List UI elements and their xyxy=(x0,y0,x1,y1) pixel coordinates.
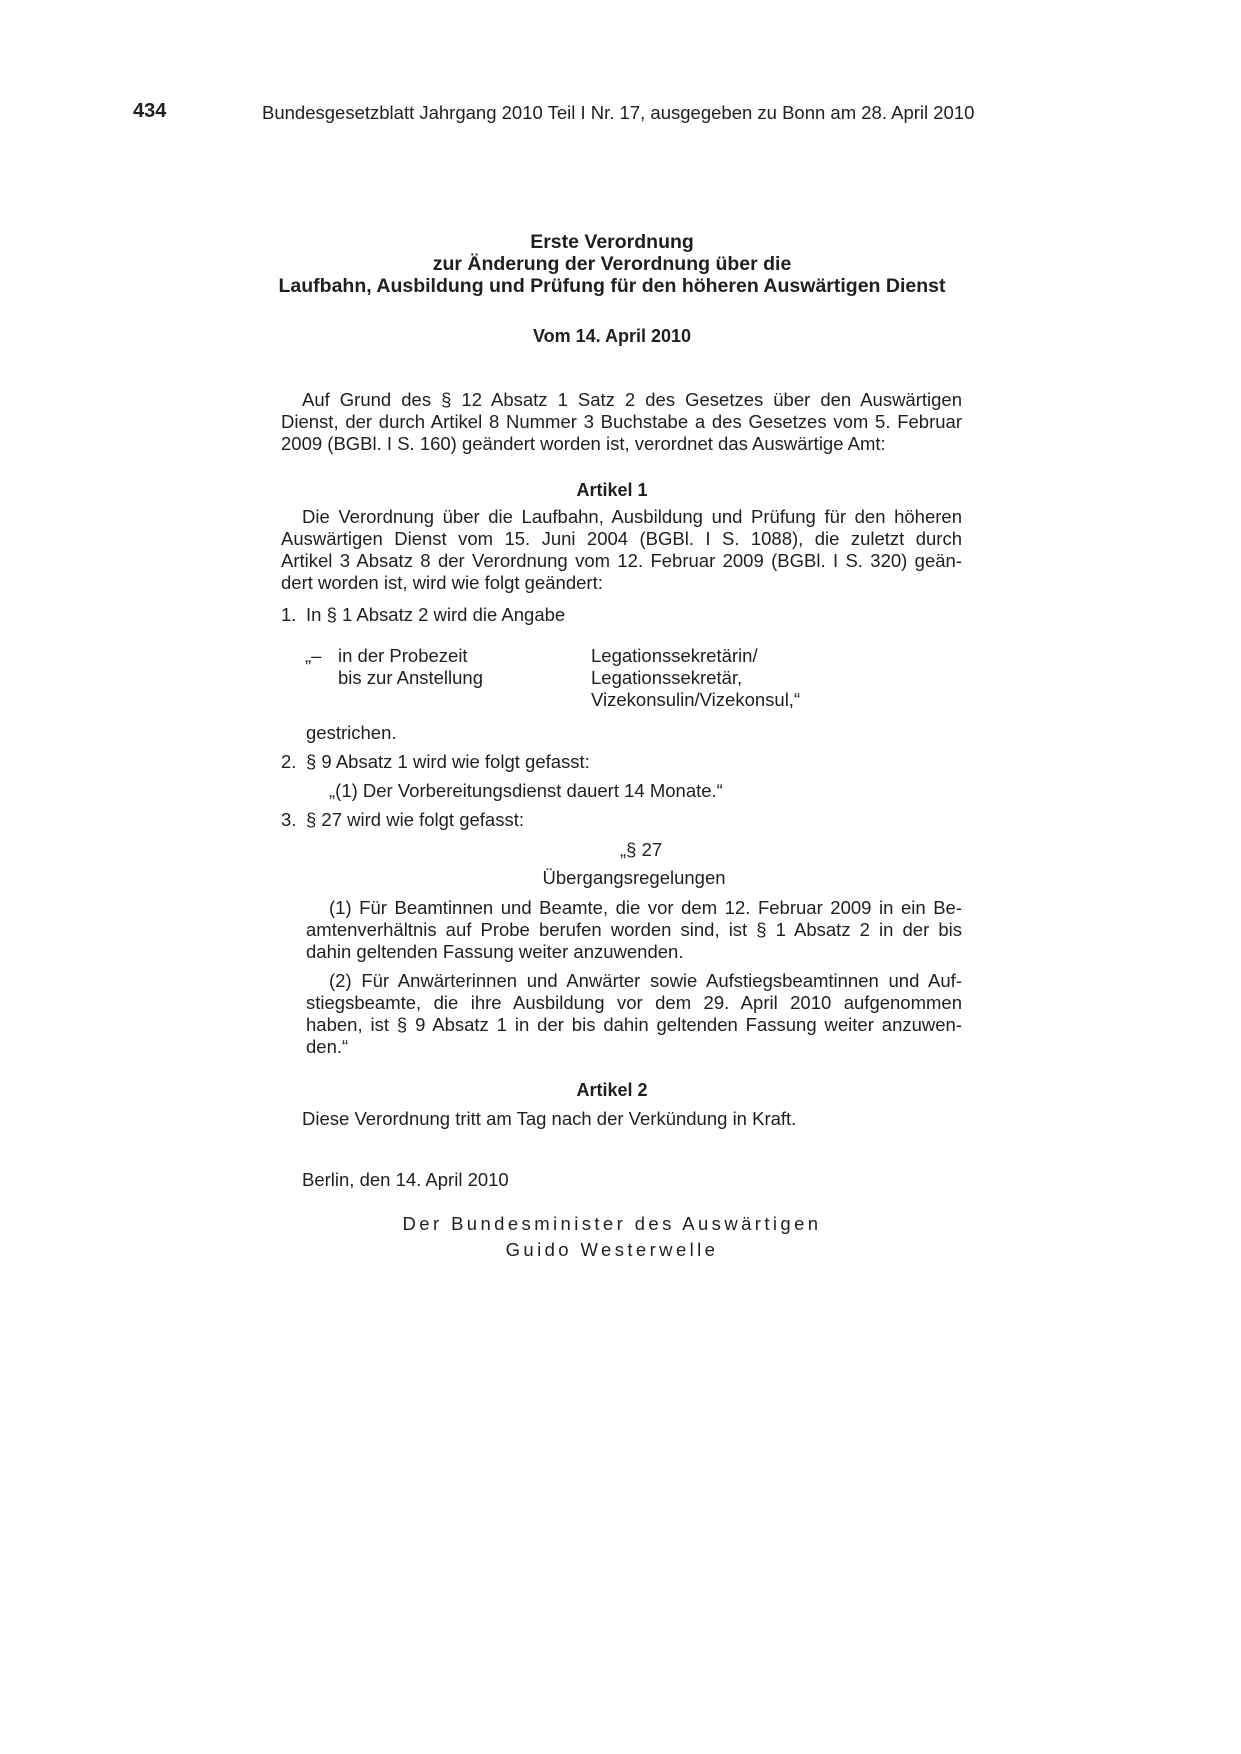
section-27-para-1-line-2: amtenverhältnis auf Probe berufen worden sind, ist § 1 Absatz 2 in der bis xyxy=(306,919,962,940)
page-number: 434 xyxy=(133,100,167,122)
item-1-col2-line-3: Vizekonsulin/Vizekonsul,“ xyxy=(591,689,801,710)
artikel-2-heading: Artikel 2 xyxy=(576,1080,648,1100)
signature-name: Guido Westerwelle xyxy=(505,1239,719,1260)
item-1-number: 1. xyxy=(281,604,297,625)
document-title xyxy=(262,231,962,297)
artikel-1-heading: Artikel 1 xyxy=(576,480,648,500)
section-27-para-2-line-2: stiegsbeamte, die ihre Ausbildung vor dem 29. April 2010 aufgenommen xyxy=(306,992,962,1013)
title-line-2: zur Änderung der Verordnung über die xyxy=(432,253,792,275)
place-and-date: Berlin, den 14. April 2010 xyxy=(302,1169,509,1190)
section-27-para-1-line-1: (1) Für Beamtinnen und Beamte, die vor dem 12. Februar 2009 in ein Be- xyxy=(329,897,962,918)
section-27-heading: „§ 27 xyxy=(620,839,663,860)
artikel-1-intro-line-2: Auswärtigen Dienst vom 15. Juni 2004 (BGBl. I S. 1088), die zuletzt durch xyxy=(281,528,962,549)
preamble-line-2: Dienst, der durch Artikel 8 Nummer 3 Buchstabe a des Gesetzes vom 5. Februar xyxy=(281,411,962,432)
item-1-col1-line-1: in der Probezeit xyxy=(338,645,468,666)
running-head: Bundesgesetzblatt Jahrgang 2010 Teil I Nr. 17, ausgegeben zu Bonn am 28. April 2010 xyxy=(262,102,975,123)
item-2-number: 2. xyxy=(281,751,297,772)
artikel-1-intro-line-3: Artikel 3 Absatz 8 der Verordnung vom 12. Februar 2009 (BGBl. I S. 320) geän- xyxy=(281,550,962,571)
artikel-2-text: Diese Verordnung tritt am Tag nach der Verkündung in Kraft. xyxy=(302,1108,797,1129)
preamble-line-3: 2009 (BGBl. I S. 160) geändert worden ist, verordnet das Auswärtige Amt: xyxy=(281,433,886,454)
item-2-text: § 9 Absatz 1 wird wie folgt gefasst: xyxy=(306,751,590,772)
signature-office: Der Bundesminister des Auswärtigen xyxy=(402,1213,822,1234)
section-27-para-2-line-3: haben, ist § 9 Absatz 1 in der bis dahin geltenden Fassung weiter anzuwen- xyxy=(306,1014,962,1035)
section-27-para-2-line-1: (2) Für Anwärterinnen und Anwärter sowie Aufstiegsbeamtinnen und Auf- xyxy=(329,970,962,991)
item-1-after: gestrichen. xyxy=(306,722,397,743)
item-1-col2-line-2: Legationssekretär, xyxy=(591,667,743,688)
title-line-1: Erste Verordnung xyxy=(530,231,694,253)
section-27-para-2-line-4: den.“ xyxy=(306,1036,349,1057)
item-3-text: § 27 wird wie folgt gefasst: xyxy=(306,809,524,830)
item-1-col1-line-2: bis zur Anstellung xyxy=(338,667,484,688)
title-line-3: Laufbahn, Ausbildung und Prüfung für den höheren Auswärtigen Dienst xyxy=(278,275,946,297)
enactment-date: Vom 14. April 2010 xyxy=(532,326,692,346)
artikel-1-intro-line-1: Die Verordnung über die Laufbahn, Ausbildung und Prüfung für den höheren xyxy=(302,506,962,527)
preamble-line-1: Auf Grund des § 12 Absatz 1 Satz 2 des Gesetzes über den Auswärtigen xyxy=(302,389,962,410)
item-3-number: 3. xyxy=(281,809,297,830)
item-1-text: In § 1 Absatz 2 wird die Angabe xyxy=(306,604,566,625)
artikel-1-intro-line-4: dert worden ist, wird wie folgt geändert: xyxy=(281,572,603,593)
section-27-title: Übergangsregelungen xyxy=(542,867,726,888)
section-27-para-1-line-3: dahin geltenden Fassung weiter anzuwenden. xyxy=(306,941,684,962)
item-2-quote: „(1) Der Vorbereitungsdienst dauert 14 Monate.“ xyxy=(329,780,723,801)
item-1-quote-open: „– xyxy=(305,645,322,666)
item-1-col2-line-1: Legationssekretärin/ xyxy=(591,645,758,666)
